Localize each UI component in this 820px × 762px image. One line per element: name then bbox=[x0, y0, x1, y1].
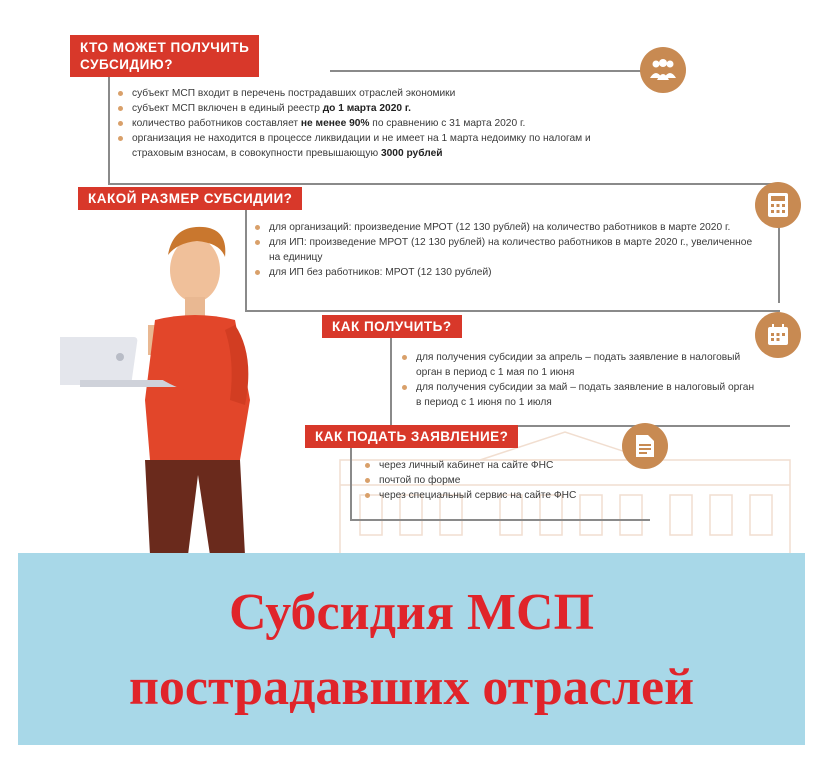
list-item: субъект МСП включен в единый реестр до 1 марта 2020 г. bbox=[118, 101, 638, 116]
list-item: для организаций: произведение МРОТ (12 130 рублей) на количество работников в марте 2020 г. bbox=[255, 220, 755, 235]
list-item: для ИП без работников: МРОТ (12 130 рублей) bbox=[255, 265, 755, 280]
connector-line bbox=[245, 310, 780, 312]
connector-line bbox=[350, 445, 352, 520]
calendar-icon bbox=[755, 312, 801, 358]
section1-title-line2: СУБСИДИЮ? bbox=[80, 57, 173, 72]
connector-line bbox=[108, 183, 778, 185]
title-banner bbox=[18, 553, 805, 745]
list-item: почтой по форме bbox=[365, 473, 665, 488]
section3-title: КАК ПОЛУЧИТЬ? bbox=[322, 315, 462, 338]
connector-line bbox=[350, 519, 650, 521]
list-item: через специальный сервис на сайте ФНС bbox=[365, 488, 665, 503]
banner-title-line2: пострадавших отраслей bbox=[128, 659, 695, 716]
section2-title: КАКОЙ РАЗМЕР СУБСИДИИ? bbox=[78, 187, 302, 210]
list-item: для ИП: произведение МРОТ (12 130 рублей) на количество работников в марте 2020 г., увеличенное на единицу bbox=[255, 235, 755, 265]
section1-title bbox=[70, 35, 259, 77]
list-item: субъект МСП входит в перечень пострадавших отраслей экономики bbox=[118, 86, 638, 101]
connector-line bbox=[330, 70, 655, 72]
section4-title: КАК ПОДАТЬ ЗАЯВЛЕНИЕ? bbox=[305, 425, 518, 448]
section2-list bbox=[255, 220, 755, 280]
people-icon bbox=[640, 47, 686, 93]
document-icon bbox=[622, 423, 668, 469]
connector-line bbox=[108, 70, 110, 185]
section4-list bbox=[365, 458, 665, 503]
banner-title-line1: Субсидия МСП bbox=[228, 584, 595, 641]
person-illustration bbox=[60, 215, 260, 555]
list-item: организация не находится в процессе ликвидации и не имеет на 1 марта недоимку по налогам и страховым взносам, в совокупности превышающую 3000 рублей bbox=[118, 131, 632, 161]
list-item: количество работников составляет не менее 90% по сравнению с 31 марта 2020 г. bbox=[118, 116, 638, 131]
section1-list bbox=[118, 86, 638, 161]
list-item: через личный кабинет на сайте ФНС bbox=[365, 458, 665, 473]
list-item: для получения субсидии за апрель – подать заявление в налоговый орган в период с 1 мая по 1 июня bbox=[402, 350, 762, 380]
section3-list bbox=[402, 350, 762, 410]
section1-title-line1: КТО МОЖЕТ ПОЛУЧИТЬ bbox=[80, 40, 250, 55]
list-item: для получения субсидии за май – подать заявление в налоговый орган в период с 1 июня по 1 июля bbox=[402, 380, 762, 410]
connector-line bbox=[390, 330, 392, 425]
calculator-icon bbox=[755, 182, 801, 228]
